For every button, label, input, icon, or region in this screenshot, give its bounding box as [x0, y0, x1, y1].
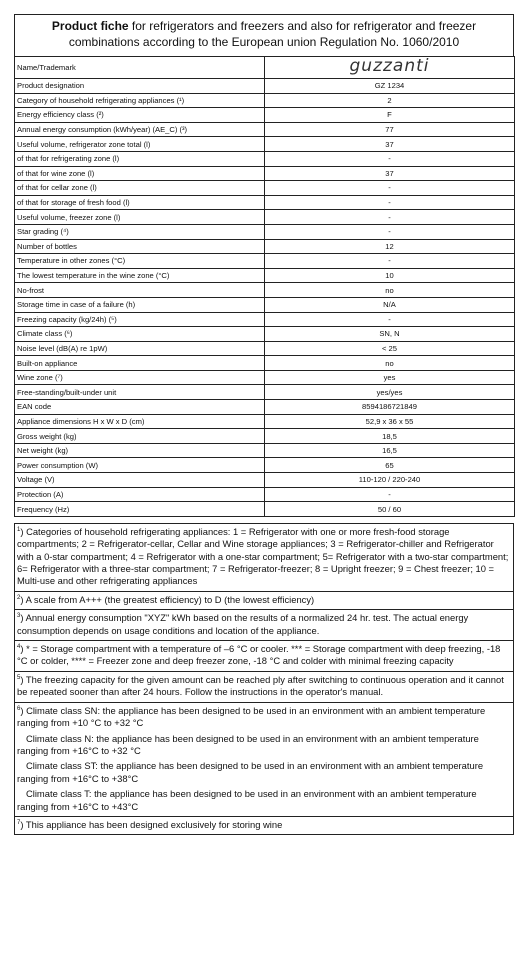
row-label: Noise level (dB(A) re 1pW) — [15, 341, 265, 356]
table-row — [15, 166, 515, 181]
row-value: SN, N — [265, 327, 515, 342]
fiche-title-line-1: for refrigerators and freezers and also for refrigerator and freezer — [128, 19, 477, 33]
row-value: no — [265, 283, 515, 298]
row-label: of that for refrigerating zone (l) — [15, 151, 265, 166]
row-value: < 25 — [265, 341, 515, 356]
row-value: - — [265, 151, 515, 166]
table-row — [15, 122, 515, 137]
table-row — [15, 414, 515, 429]
table-row — [15, 473, 515, 488]
row-value: - — [265, 254, 515, 269]
table-row — [15, 151, 515, 166]
row-label: Star grading (⁴) — [15, 224, 265, 239]
fiche-table — [14, 56, 515, 517]
table-row — [15, 137, 515, 152]
table-row — [15, 79, 515, 94]
footnote-3: $^3$) Annual energy consumption "XYZ" kWh based on the results of a normalized 24 hr. test. The actual energy consumption depends on usage conditions and location of the appliance. — [14, 610, 514, 641]
row-label: Useful volume, freezer zone (l) — [15, 210, 265, 225]
row-label: Storage time in case of a failure (h) — [15, 297, 265, 312]
row-value: 77 — [265, 122, 515, 137]
table-row — [15, 297, 515, 312]
row-label: The lowest temperature in the wine zone (°C) — [15, 268, 265, 283]
table-row — [15, 312, 515, 327]
row-value: 50 / 60 — [265, 502, 515, 517]
table-row — [15, 327, 515, 342]
row-value: 2 — [265, 93, 515, 108]
row-label: Free-standing/built-under unit — [15, 385, 265, 400]
table-row — [15, 458, 515, 473]
row-label: Built-on appliance — [15, 356, 265, 371]
table-row — [15, 181, 515, 196]
table-row — [15, 254, 515, 269]
table-row — [15, 370, 515, 385]
row-value: - — [265, 487, 515, 502]
row-value: 8594186721849 — [265, 400, 515, 415]
row-value: - — [265, 195, 515, 210]
brand-logo: guzzanti — [349, 56, 430, 76]
table-row — [15, 487, 515, 502]
footnote-6c-text: Climate class ST: the appliance has been designed to be used in an environment with an ambient temperature ranging from +16°C to +38°C — [17, 760, 484, 784]
row-value: 37 — [265, 166, 515, 181]
row-label: Freezing capacity (kg/24h) (⁵) — [15, 312, 265, 327]
row-value: 37 — [265, 137, 515, 152]
table-row — [15, 385, 515, 400]
table-row — [15, 93, 515, 108]
row-label: Number of bottles — [15, 239, 265, 254]
footnote-3-text: Annual energy consumption "XYZ" kWh based on the results of a normalized 24 hr. test. The actual energy consumption depends on usage conditions and location of the appliance. — [17, 612, 469, 636]
table-row — [15, 502, 515, 517]
footnote-6b-text: Climate class N: the appliance has been designed to be used in an environment with an ambient temperature ranging from +16°C to +32 °C — [17, 732, 479, 756]
footnotes — [14, 523, 514, 836]
row-label: Net weight (kg) — [15, 443, 265, 458]
table-row — [15, 224, 515, 239]
row-label: Frequency (Hz) — [15, 502, 265, 517]
table-row — [15, 108, 515, 123]
table-row — [15, 57, 515, 79]
footnote-6a-text: Climate class SN: the appliance has been designed to be used in an environment with an ambient temperature ranging from +10 °C to +32 °C — [17, 704, 486, 729]
row-value: N/A — [265, 297, 515, 312]
row-value: no — [265, 356, 515, 371]
row-label: of that for cellar zone (l) — [15, 181, 265, 196]
row-label: Power consumption (W) — [15, 458, 265, 473]
row-value: 12 — [265, 239, 515, 254]
row-value: 65 — [265, 458, 515, 473]
footnote-1-text: Categories of household refrigerating appliances: 1 = Refrigerator with one or more fresh-food storage compartments; 2 = Refrigerator-cellar, Cellar and Wine storage appliances; 3 = Refrigerator-chiller and Refrigerator with a 0-star compartment; 4 = Refrigerator with a one-star compartment; 5= Refrigerator with a two-star compartment; 6= Refrigerator with a three-star compartment; 7 = Refrigerator-freezer; 8 = Upright freezer; 9 = Chest freezer; 10 = Multi-use and other refrigerating appliances — [17, 525, 509, 587]
footnote-1: $^1$) Categories of household refrigerating appliances: 1 = Refrigerator with one or more fresh-food storage compartments; 2 = Refrigerator-cellar, Cellar and Wine storage appliances; 3 = Refrigerator-chiller and Refrigerator with a 0-star compartment; 4 = Refrigerator with a one-star compartment; 5= Refrigerator with a two-star compartment; 6= Refrigerator with a three-star compartment; 7 = Refrigerator-freezer; 8 = Upright freezer; 9 = Chest freezer; 10 = Multi-use and other refrigerating appliances — [14, 523, 514, 592]
footnote-4: $^4$) * = Storage compartment with a temperature of –6 °C or cooler. *** = Storage compartment with deep freezing, -18 °C or colder, **** = Freezer zone and deep freezer zone, -18 °C and colder with minimal freezing capacity — [14, 641, 514, 672]
row-value: 10 — [265, 268, 515, 283]
row-label: Name/Trademark — [15, 57, 265, 79]
table-row — [15, 400, 515, 415]
row-value: 18,5 — [265, 429, 515, 444]
row-label: of that for wine zone (l) — [15, 166, 265, 181]
table-row — [15, 283, 515, 298]
row-label: Gross weight (kg) — [15, 429, 265, 444]
footnote-7: $^7$) This appliance has been designed exclusively for storing wine — [14, 817, 514, 835]
row-label: Appliance dimensions H x W x D (cm) — [15, 414, 265, 429]
row-label: Voltage (V) — [15, 473, 265, 488]
table-row — [15, 210, 515, 225]
row-label: No-frost — [15, 283, 265, 298]
footnote-5: $^5$) The freezing capacity for the given amount can be reached ply after switching to continuous operation and it cannot be repeated sooner than after 24 hours. Follow the instructions in the operator's manual. — [14, 672, 514, 703]
row-value: - — [265, 181, 515, 196]
fiche-title-line-2: combinations according to the European union Regulation No. 1060/2010 — [68, 35, 460, 49]
row-label: Wine zone (⁷) — [15, 370, 265, 385]
row-value: GZ 1234 — [265, 79, 515, 94]
footnote-2-text: A scale from A+++ (the greatest efficiency) to D (the lowest efficiency) — [25, 593, 315, 605]
row-value: yes/yes — [265, 385, 515, 400]
table-row — [15, 356, 515, 371]
row-label: of that for storage of fresh food (l) — [15, 195, 265, 210]
table-row — [15, 239, 515, 254]
fiche-title — [14, 14, 514, 56]
table-row — [15, 268, 515, 283]
row-label: Climate class (⁶) — [15, 327, 265, 342]
table-row — [15, 341, 515, 356]
row-label: Protection (A) — [15, 487, 265, 502]
footnote-6: $^6$) Climate class SN: the appliance has been designed to be used in an environment with an ambient temperature ranging from +10 °C to +32 °C Climate class N: the appliance has been designed to be used in an environment with an ambient temperature ranging from +16°C to +32 °C Climate class ST: the appliance has been designed to be used in an environment with an ambient temperature ranging from +16°C to +38°C Climate class T: the appliance has been designed to be used in an environment with an ambient temperature ranging from +16°C to +43°C — [14, 703, 514, 817]
row-label: Annual energy consumption (kWh/year) (AE_C) (³) — [15, 122, 265, 137]
footnote-5-text: The freezing capacity for the given amount can be reached ply after switching to continuous operation and it cannot be repeated sooner than after 24 hours. Follow the instructions in the operator's manual. — [17, 673, 504, 698]
row-label: Product designation — [15, 79, 265, 94]
row-value: yes — [265, 370, 515, 385]
row-value: - — [265, 312, 515, 327]
row-label: EAN code — [15, 400, 265, 415]
row-label: Energy efficiency class (²) — [15, 108, 265, 123]
table-row — [15, 195, 515, 210]
row-value: - — [265, 224, 515, 239]
row-label: Category of household refrigerating appliances (¹) — [15, 93, 265, 108]
row-value: 110-120 / 220-240 — [265, 473, 515, 488]
row-label: Temperature in other zones (°C) — [15, 254, 265, 269]
row-value — [265, 57, 515, 79]
row-value: F — [265, 108, 515, 123]
row-value: - — [265, 210, 515, 225]
footnote-2: $^2$) A scale from A+++ (the greatest efficiency) to D (the lowest efficiency) — [14, 592, 514, 610]
row-label: Useful volume, refrigerator zone total (l) — [15, 137, 265, 152]
table-row — [15, 429, 515, 444]
table-row — [15, 443, 515, 458]
fiche-title-bold: Product fiche — [51, 19, 129, 33]
row-value: 16,5 — [265, 443, 515, 458]
row-value: 52,9 x 36 x 55 — [265, 414, 515, 429]
product-fiche — [14, 14, 514, 835]
footnote-6d-text: Climate class T: the appliance has been designed to be used in an environment with an ambient temperature ranging from +16°C to +43°C — [17, 788, 477, 812]
footnote-7-text: This appliance has been designed exclusively for storing wine — [25, 818, 283, 830]
footnote-4-text: * = Storage compartment with a temperature of –6 °C or cooler. *** = Storage compartment with deep freezing, -18 °C or colder, **** = Freezer zone and deep freezer zone, -18 °C and colder with minimal freezing capacity — [17, 643, 501, 667]
